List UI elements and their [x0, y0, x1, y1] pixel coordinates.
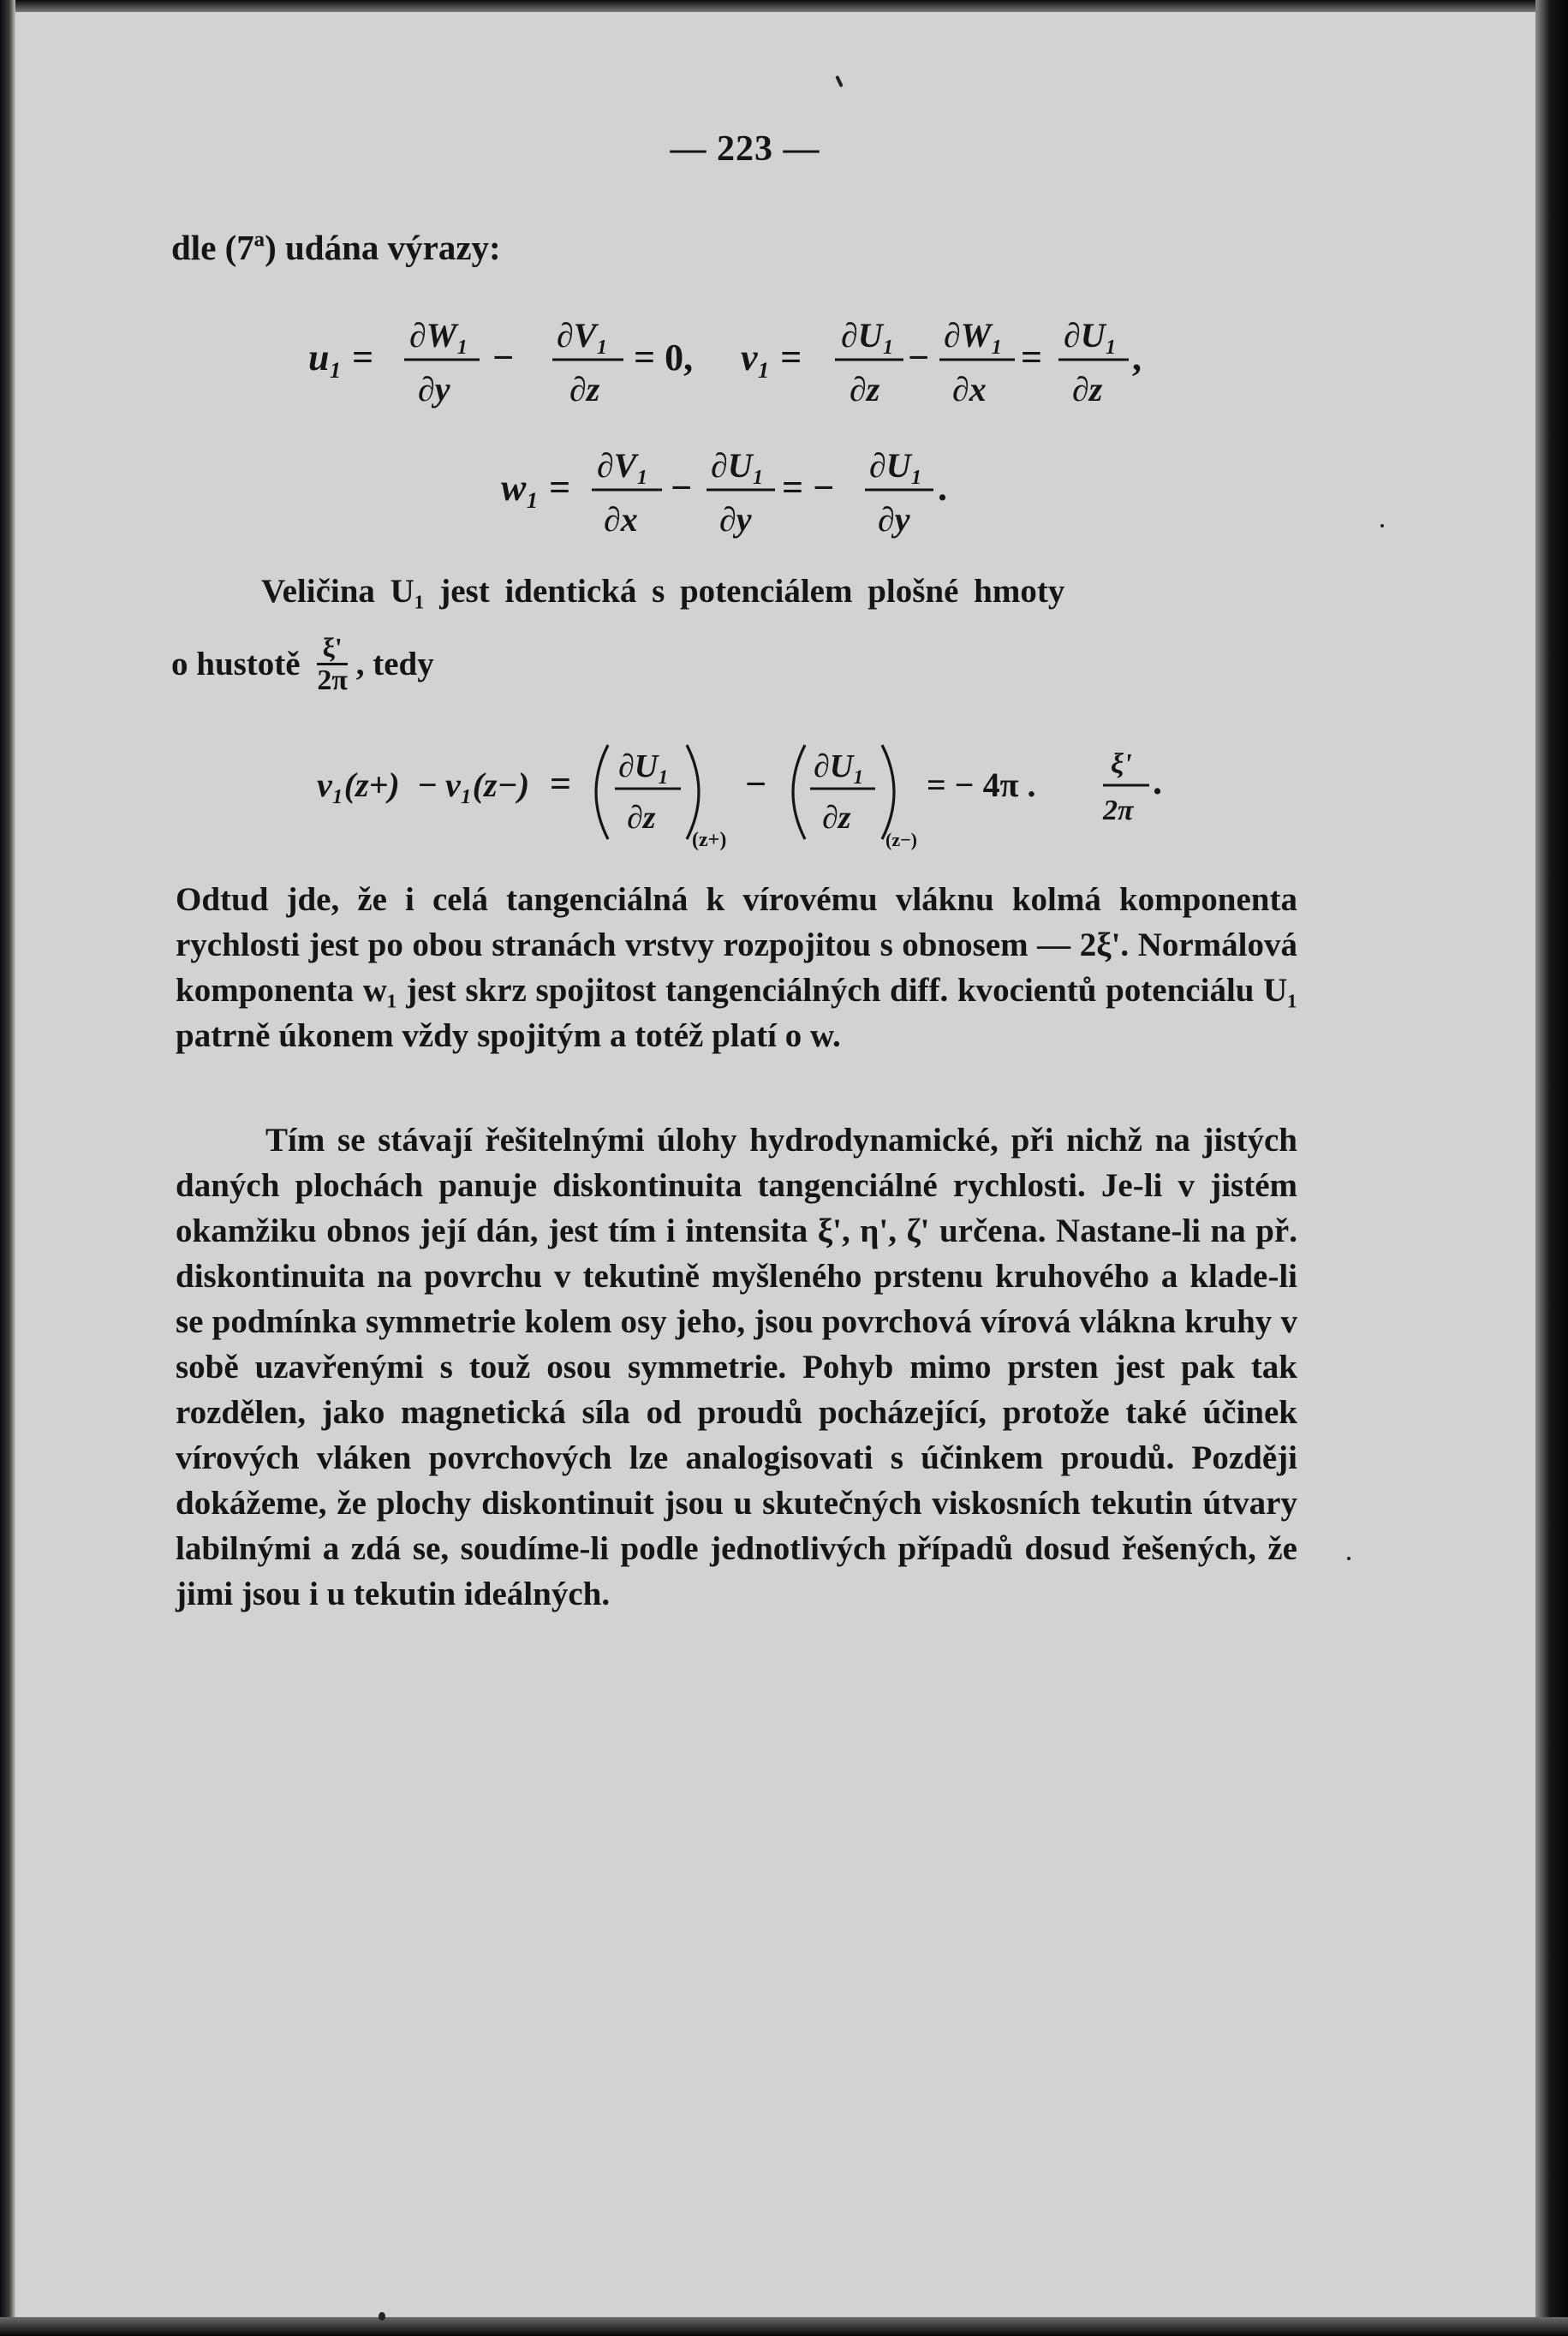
equation-w	[501, 430, 981, 550]
eq2-dU1-b: ∂U₁	[869, 446, 923, 485]
paragraph-2-text: Odtud jde, že i celá tangenciálná k vírovému vláknu kolmá komponenta rychlosti jest po obou stranách vrstvy rozpojitou s obnosem — 2ξ'. Normálová komponenta w₁ jest skrz spojitost tangenciálných diff. kvocientů potenciálu U₁ patrně úkonem vždy spojitým a totéž platí o w.	[176, 881, 1297, 1054]
equation-uv	[308, 300, 1207, 420]
intro-line: dle (7ª) udána výrazy:	[171, 228, 501, 267]
eq3-dz2: ∂z	[822, 800, 851, 836]
eq2-dy2: ∂y	[878, 500, 910, 539]
page-number: — 223 —	[670, 129, 820, 169]
eq3-minus: −	[418, 766, 438, 804]
eq1-dU1: ∂U₁	[841, 316, 895, 355]
scan-speck	[1347, 1557, 1350, 1560]
eq1-eq0: = 0,	[634, 337, 694, 378]
eq1-dz2: ∂z	[1072, 370, 1103, 408]
eq2-dy: ∂y	[719, 500, 752, 539]
eq2-dx: ∂x	[604, 500, 638, 539]
scan-edge-right	[1535, 0, 1568, 2336]
eq3-dU1-b: ∂U₁	[814, 748, 865, 784]
paragraph-2	[176, 877, 1297, 1058]
eq3-minus2: −	[745, 763, 767, 805]
eq1-dx: ∂x	[952, 370, 987, 408]
eq3-sub-minus: (z−)	[885, 829, 917, 850]
eq1-v: v₁ =	[741, 337, 802, 378]
scan-edge-top	[0, 0, 1568, 12]
eq1-dz: ∂z	[569, 370, 600, 408]
eq3-paren-right-b	[882, 745, 894, 839]
scan-edge-bottom	[0, 2317, 1568, 2336]
eq1-dW1-b: ∂W₁	[944, 316, 1004, 355]
eq1-dV1: ∂V₁	[557, 316, 609, 355]
eq2-eq: = −	[782, 467, 835, 509]
eq3-xi: ξ'	[1111, 748, 1132, 780]
eq2-w: w₁ =	[501, 467, 570, 509]
para1-line2	[171, 632, 434, 696]
eq2-dV1: ∂V₁	[597, 446, 649, 485]
eq3-paren-left-b	[793, 745, 805, 839]
eq1-dU1-b: ∂U₁	[1064, 316, 1118, 355]
eq1-dy: ∂y	[418, 370, 450, 408]
inline-fraction-den: 2π	[317, 664, 348, 696]
eq2-dot: .	[938, 467, 947, 509]
eq3-eq: =	[550, 763, 572, 805]
eq2-dU1: ∂U₁	[711, 446, 765, 485]
eq3-dU1: ∂U₁	[618, 748, 670, 784]
scan-speck	[379, 2312, 385, 2321]
paragraph-3-text: Tím se stávají řešitelnými úlohy hydrodynamické, při nichž na jistých daných plochách panuje diskontinuita tangenciálné rychlosti. Je-li v jistém okamžiku obnos její dán, jest tím i intensita ξ', η', ζ' určena. Nastane-li na př. diskontinuita na povrchu v tekutině myšleného prstenu kruhového a klade-li se podmínka symmetrie kolem osy jeho, jsou povrchová vírová vlákna kruhy v sobě uzavřenými s touž osou symmetrie. Pohyb mimo prsten jest pak tak rozdělen, jako magnetická síla od proudů pocházející, protože také účinek vírových vláken povrchových lze analogisovati s účinkem proudů. Později dokážeme, že plochy diskontinuit jsou u skutečných viskosních tekutin útvary labilnými a zdá se, soudíme-li podle jednotlivých případů dosud řešených, že jimi jsou i u tekutin ideálných.	[176, 1122, 1297, 1612]
eq1-comma: ,	[1132, 337, 1142, 378]
eq3-dot: .	[1153, 760, 1162, 802]
eq3-sub-plus: (z+)	[692, 829, 727, 851]
eq3-paren-left	[596, 745, 608, 839]
eq3-2pi: 2π	[1103, 795, 1134, 826]
eq3-v-plus: v₁(z+)	[317, 766, 400, 804]
eq1-dW1: ∂W₁	[409, 316, 469, 355]
eq3-paren-right	[687, 745, 699, 839]
para1-line1	[261, 572, 1064, 611]
para1-line2b: , tedy	[355, 646, 434, 682]
eq1-minus: −	[492, 337, 515, 378]
inline-fraction	[317, 632, 348, 696]
scan-edge-left	[0, 0, 15, 2336]
eq1-dz-b: ∂z	[850, 370, 880, 408]
scan-speck	[835, 75, 844, 87]
eq3-v-minus: v₁(z−)	[445, 766, 530, 804]
para1-line2a: o hustotě	[171, 646, 301, 682]
scan-speck	[1380, 524, 1384, 527]
inline-fraction-num: ξ'	[317, 632, 348, 665]
eq1-u: u₁ =	[308, 337, 373, 378]
eq1-eqU: =	[1021, 337, 1043, 378]
eq3-dz: ∂z	[627, 800, 656, 836]
paragraph-3	[176, 1117, 1297, 1617]
eq2-minus: −	[671, 467, 693, 509]
equation-discontinuity	[317, 732, 1207, 852]
eq1-minus-b: −	[908, 337, 930, 378]
eq3-eq2: = − 4π .	[927, 766, 1036, 804]
para1-line1-text: Veličina U₁ jest identická s potenciálem plošné hmoty	[261, 573, 1065, 610]
